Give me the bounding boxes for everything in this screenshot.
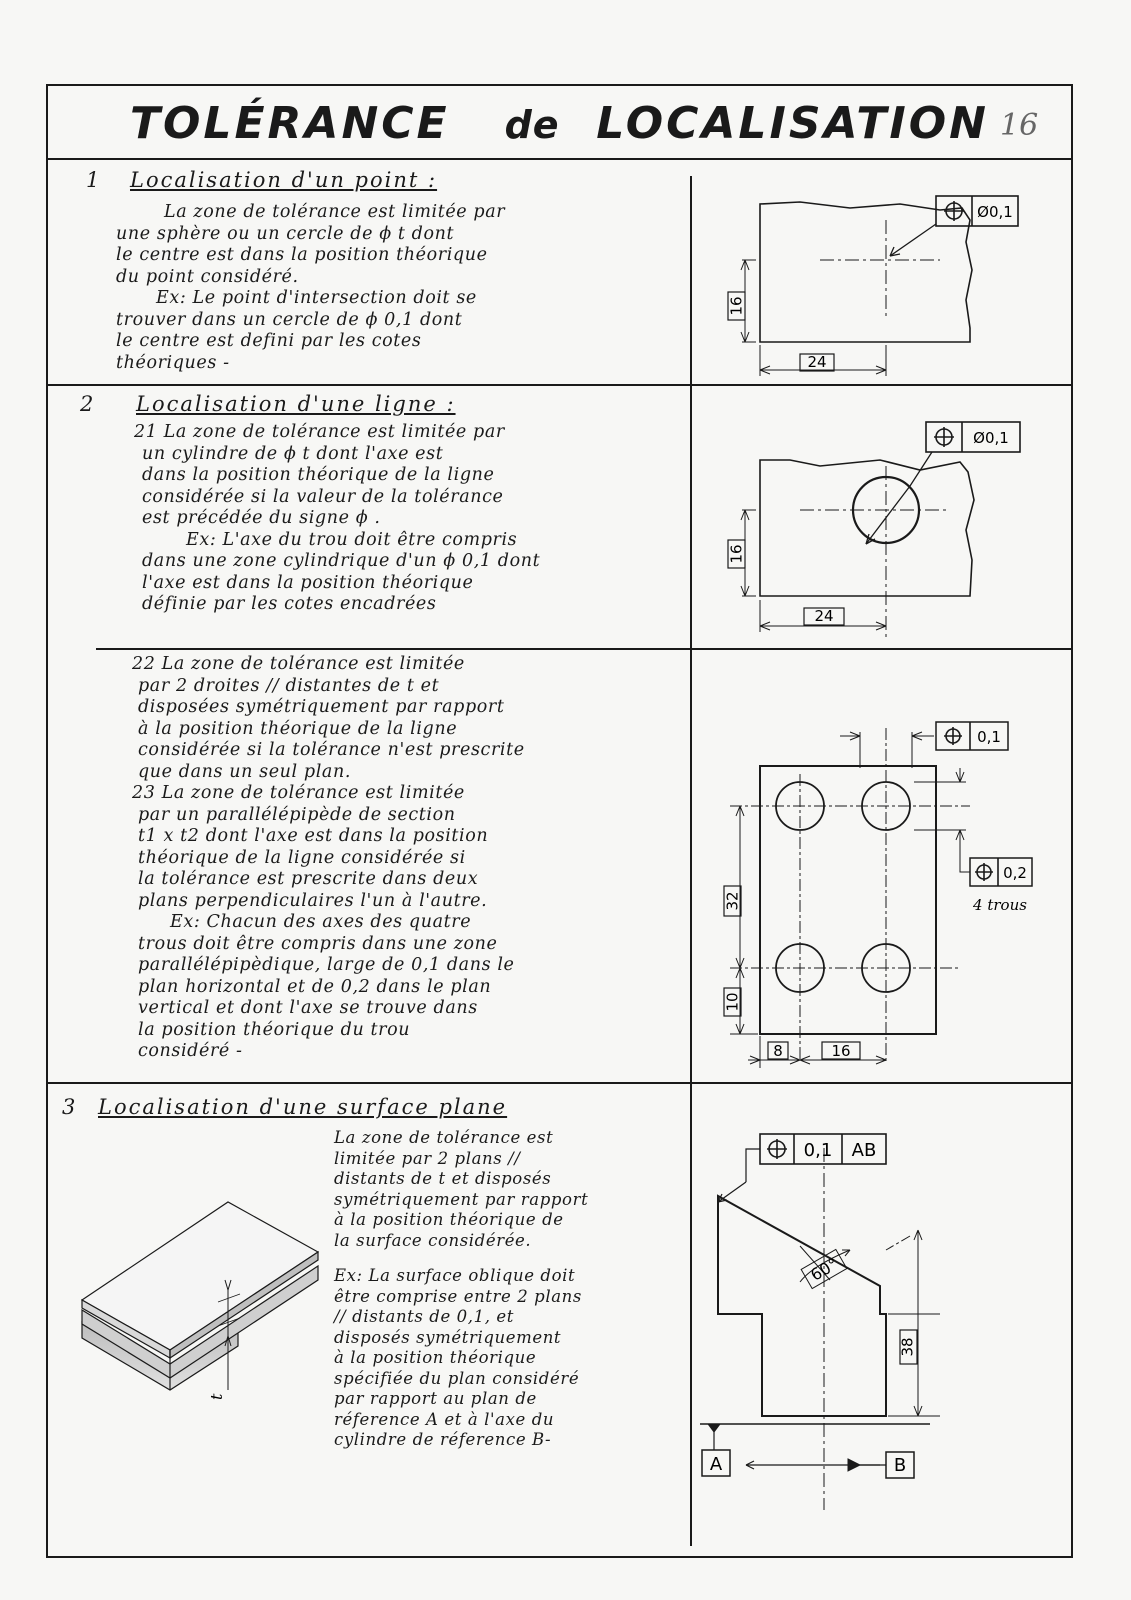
text-line: Ex: L'axe du trou doit être compris (186, 529, 518, 550)
text-line: du point considéré. (116, 266, 299, 287)
section-3-text (334, 1128, 684, 1251)
section-3-example (334, 1266, 684, 1451)
section-2-title: Localisation d'une ligne : (136, 392, 456, 416)
fig3-datum-a: A (709, 1454, 723, 1475)
text-line: spécifiée du plan considéré (334, 1368, 580, 1388)
text-line: parallélépipèdique, large de 0,1 dans le (138, 955, 515, 975)
text-line: est précédée du signe ϕ . (142, 508, 381, 528)
figure-line-location-cylinder (700, 410, 1060, 640)
fig22-tol2-value: 0,2 (1003, 864, 1027, 882)
text-line: considéré - (138, 1041, 243, 1061)
text-line: t1 x t2 dont l'axe est dans la position (138, 826, 489, 846)
page-number: 16 (1000, 108, 1039, 143)
text-line: // distants de 0,1, et (334, 1307, 515, 1326)
fig21-tol-value: Ø0,1 (973, 429, 1009, 447)
fig22-dim-16: 16 (831, 1042, 851, 1060)
text-line: être comprise entre 2 plans (334, 1286, 582, 1306)
fig21-dim-vertical: 16 (727, 544, 746, 564)
subsection-21-divider (96, 648, 1073, 650)
figure-point-location (700, 180, 1060, 380)
text-line: La zone de tolérance est (334, 1128, 554, 1147)
text-line: considérée si la valeur de la tolérance (142, 486, 504, 507)
text-line: à la position théorique de (334, 1210, 564, 1229)
text-line: par 2 droites // distantes de t et (138, 675, 440, 696)
fig3-angle: 60° (807, 1254, 842, 1285)
text-line: la surface considérée. (334, 1230, 532, 1250)
sketch-t-label: t (207, 1393, 226, 1400)
fig3-tol-value: 0,1 (803, 1140, 833, 1161)
text-line: 23 La zone de tolérance est limitée (132, 783, 465, 803)
section-1-number: 1 (86, 168, 100, 192)
text-line: 21 La zone de tolérance est limitée par (134, 422, 505, 442)
text-line: par rapport au plan de (334, 1389, 537, 1408)
fig1-dim-horizontal: 24 (807, 353, 827, 371)
text-line: limitée par 2 plans // (334, 1148, 521, 1168)
text-line: théoriques - (116, 352, 230, 373)
figure-oblique-surface (700, 1120, 1060, 1520)
fig1-tol-value: Ø0,1 (977, 203, 1013, 221)
text-line: la tolérance est prescrite dans deux (138, 869, 479, 889)
text-line: l'axe est dans la position théorique (142, 572, 474, 593)
section-1-divider (46, 384, 1073, 386)
subsection-22-23-text (132, 654, 688, 1063)
title-left: TOLÉRANCE (130, 98, 450, 149)
fig21-dim-horizontal: 24 (814, 607, 834, 625)
subsection-21-text (134, 422, 680, 616)
section-2-number: 2 (80, 392, 94, 416)
text-line: Ex: La surface oblique doit (334, 1266, 576, 1285)
text-line: dans une zone cylindrique d'un ϕ 0,1 dont (142, 551, 541, 571)
text-line: trous doit être compris dans une zone (138, 933, 498, 954)
text-line: Ex: Le point d'intersection doit se (156, 288, 477, 308)
section-2-divider (46, 1082, 1073, 1084)
text-line: cylindre de réference B- (334, 1430, 552, 1449)
text-line: distants de t et disposés (334, 1169, 552, 1188)
text-line: Ex: Chacun des axes des quatre (170, 912, 472, 932)
text-line: à la position théorique de la ligne (138, 718, 458, 739)
text-line: un cylindre de ϕ t dont l'axe est (142, 443, 444, 464)
text-line: symétriquement par rapport (334, 1189, 589, 1209)
text-line: réference A et à l'axe du (334, 1409, 555, 1429)
text-line: considérée si la tolérance n'est prescrite (138, 740, 525, 760)
page-title (46, 88, 1073, 160)
fig22-holes-note: 4 trous (973, 896, 1027, 914)
section-3-number: 3 (62, 1095, 76, 1119)
text-line: le centre est defini par les cotes (116, 331, 422, 351)
title-right: LOCALISATION (596, 98, 989, 149)
text-line: théorique de la ligne considérée si (138, 847, 466, 868)
text-line: le centre est dans la position théorique (116, 245, 488, 265)
text-line: par un parallélépipède de section (138, 804, 456, 825)
column-divider (690, 176, 692, 1546)
text-line: à la position théorique (334, 1348, 537, 1367)
fig3-datum-ref: AB (851, 1140, 877, 1161)
section-1-title: Localisation d'un point : (130, 168, 438, 192)
text-line: une sphère ou un cercle de ϕ t dont (116, 223, 455, 244)
section-1-text (116, 202, 676, 374)
fig22-dim-32: 32 (723, 891, 742, 911)
fig1-dim-vertical: 16 (727, 296, 746, 316)
fig22-dim-8: 8 (773, 1042, 783, 1060)
text-line: disposés symétriquement (334, 1327, 562, 1347)
fig3-dim-vertical: 38 (898, 1337, 917, 1357)
fig22-tol1-value: 0,1 (977, 728, 1001, 746)
fig22-dim-10: 10 (723, 992, 742, 1012)
text-line: trouver dans un cercle de ϕ 0,1 dont (116, 309, 463, 330)
text-line: 22 La zone de tolérance est limitée (132, 654, 465, 674)
text-line: plans perpendiculaires l'un à l'autre. (138, 890, 488, 911)
text-line: dans la position théorique de la ligne (142, 465, 495, 485)
text-line: plan horizontal et de 0,2 dans le plan (138, 976, 492, 997)
figure-plane-zone-sketch (78, 1190, 328, 1400)
text-line: vertical et dont l'axe se trouve dans (138, 998, 478, 1018)
text-line: définie par les cotes encadrées (142, 594, 437, 614)
text-line: que dans un seul plan. (138, 761, 351, 782)
text-line: disposées symétriquement par rapport (138, 697, 505, 717)
title-connector: de (504, 103, 560, 147)
text-line: La zone de tolérance est limitée par (164, 202, 506, 222)
fig3-datum-b: B (893, 1455, 907, 1476)
text-line: la position théorique du trou (138, 1019, 411, 1040)
section-3-title: Localisation d'une surface plane (98, 1095, 508, 1119)
figure-four-holes (700, 712, 1070, 1082)
